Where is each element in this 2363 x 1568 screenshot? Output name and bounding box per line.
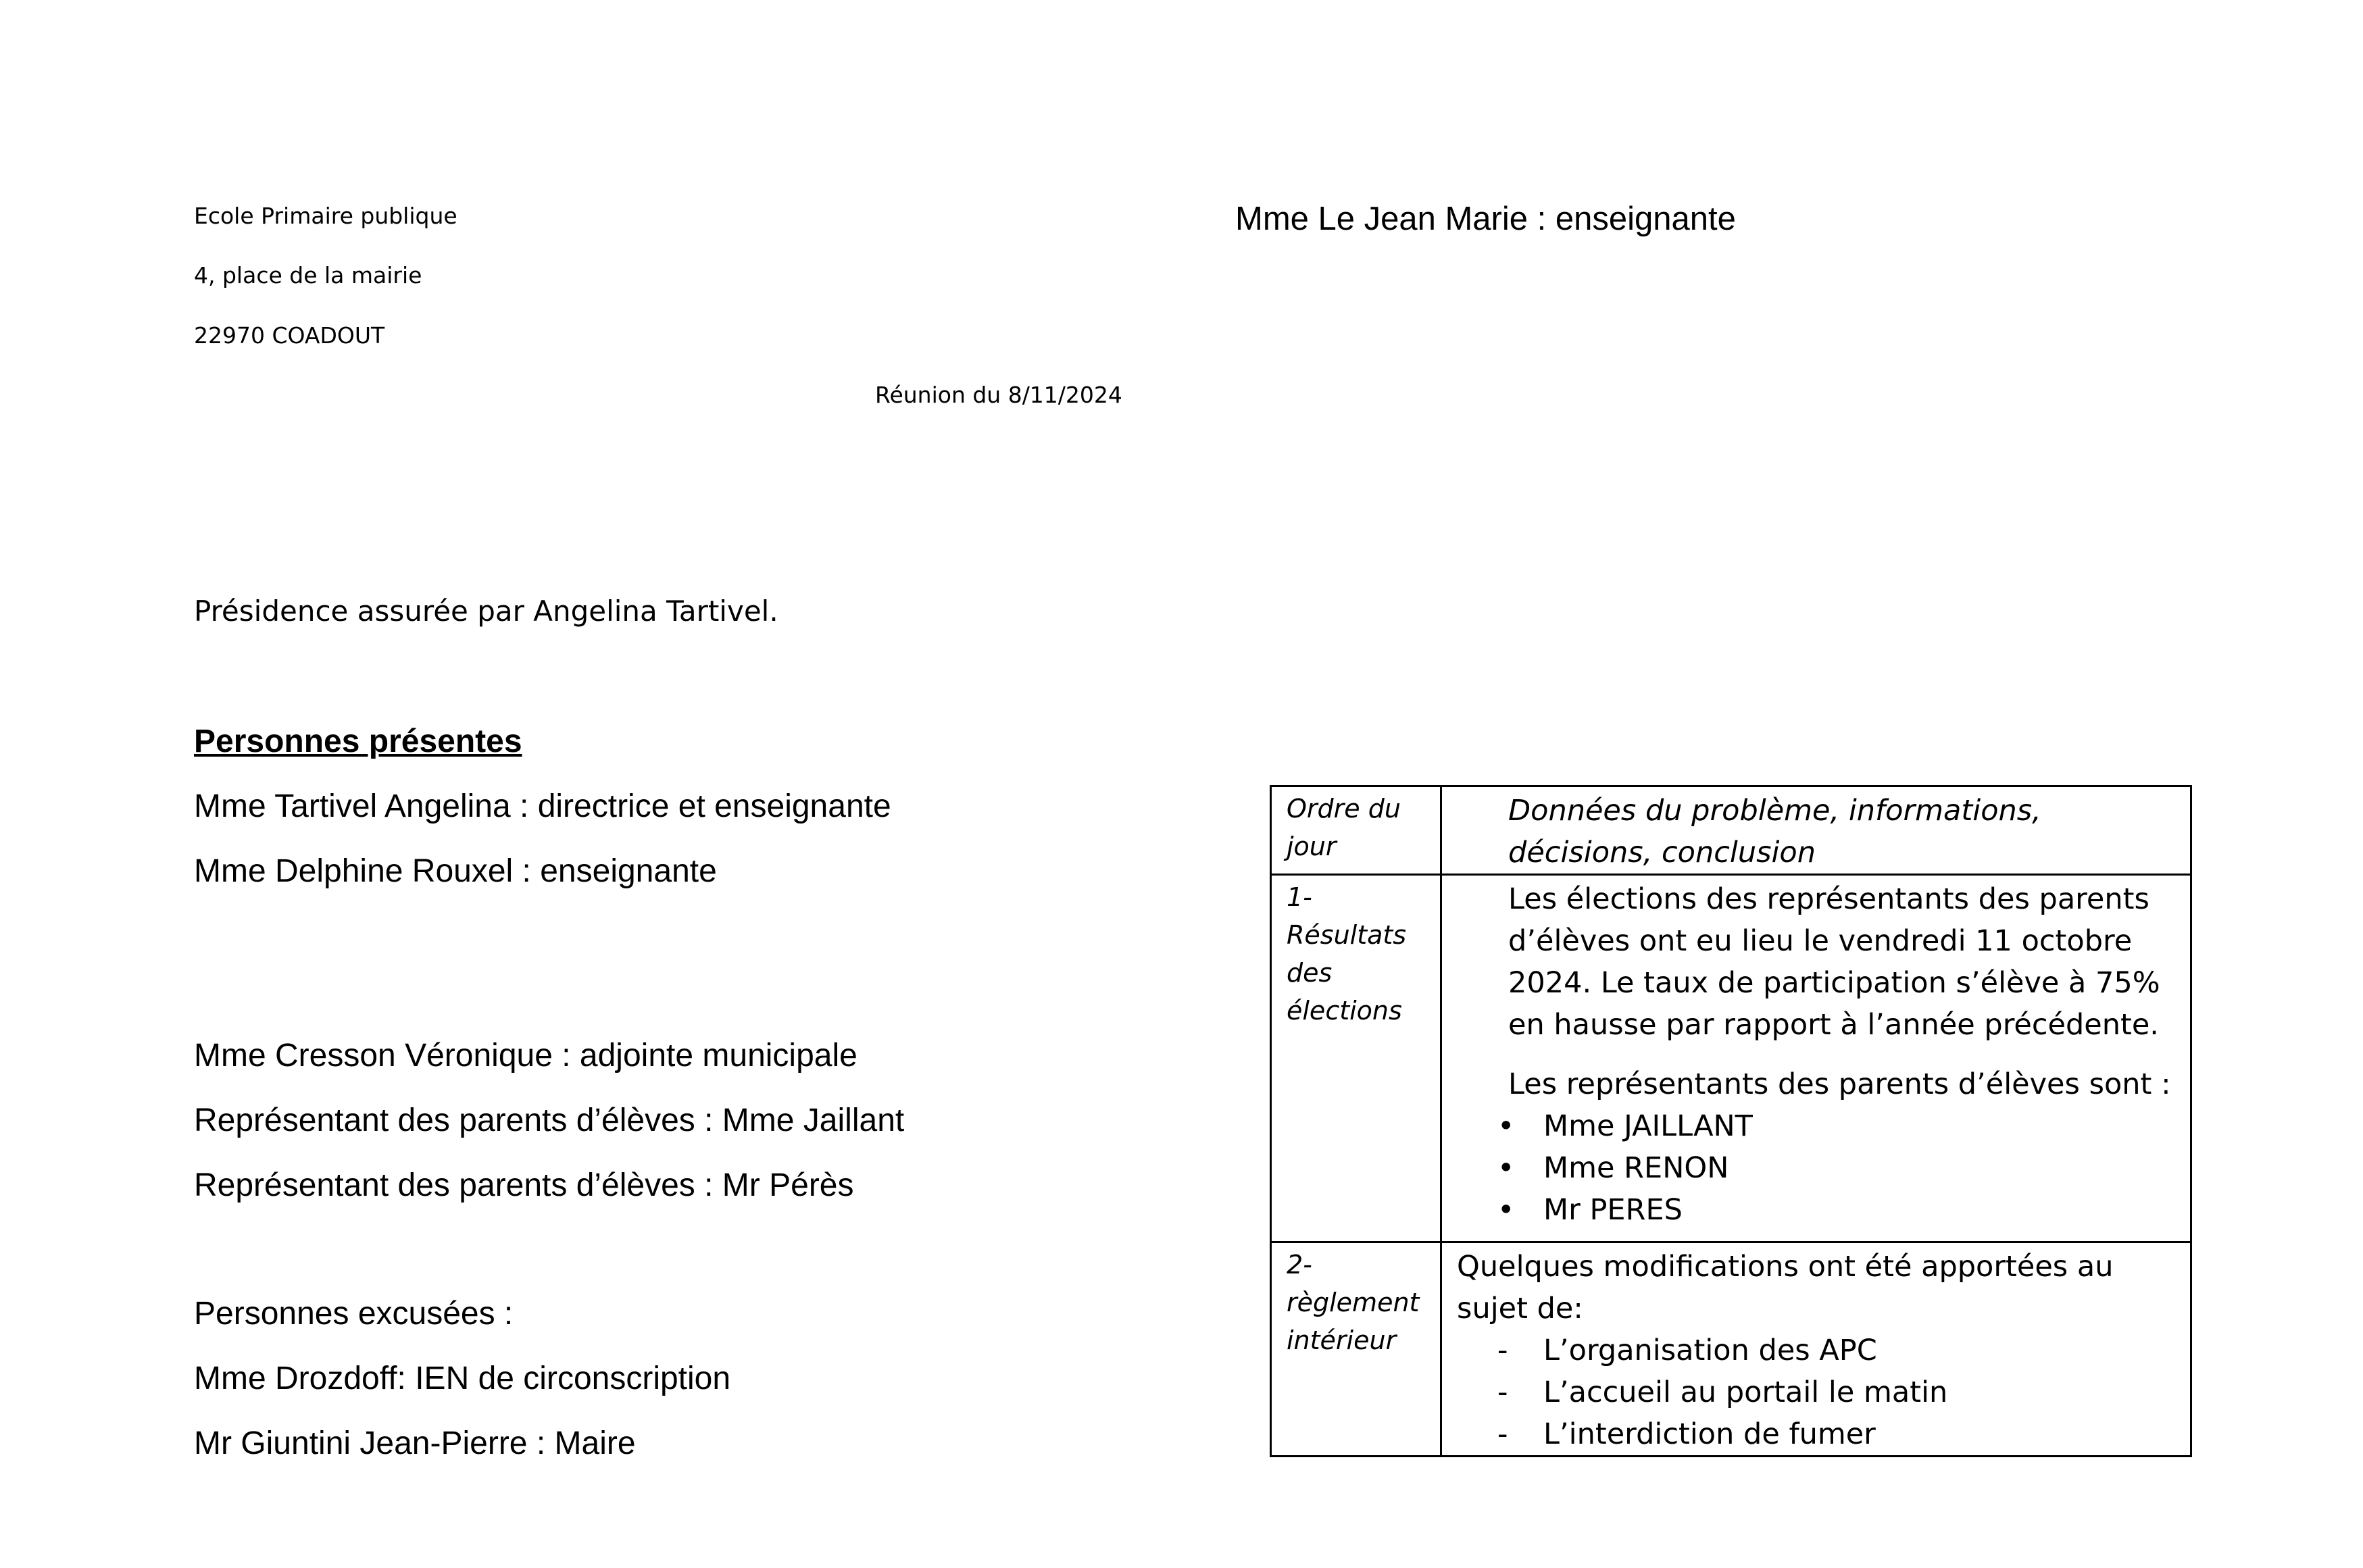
present-person: Mme Tartivel Angelina : directrice et enseignante bbox=[194, 788, 891, 824]
present-person: Représentant des parents d’élèves : Mme Jaillant bbox=[194, 1103, 905, 1138]
header-agenda-cell: Ordre du jour bbox=[1271, 786, 1441, 875]
bullet-icon: • bbox=[1497, 1151, 1515, 1185]
excused-person: Mme Drozdoff: IEN de circonscription bbox=[194, 1361, 731, 1396]
school-name: Ecole Primaire publique bbox=[194, 203, 457, 229]
list-item: - L’organisation des APC bbox=[1442, 1330, 2177, 1371]
topic-elections: 1-Résultats des élections bbox=[1271, 875, 1441, 1242]
bullet-icon: • bbox=[1497, 1109, 1515, 1143]
excused-person: Mr Giuntini Jean-Pierre : Maire bbox=[194, 1425, 636, 1461]
table-row bbox=[1271, 875, 2191, 1242]
present-person: Mme Delphine Rouxel : enseignante bbox=[194, 853, 717, 889]
details-elections bbox=[1441, 875, 2191, 1242]
dash-icon: - bbox=[1497, 1417, 1508, 1451]
reglement-intro: Quelques modifications ont été apportées au sujet de: bbox=[1457, 1250, 2114, 1325]
representatives-intro: Les représentants des parents d’élèves sont : bbox=[1508, 1067, 2171, 1101]
teacher-le-jean: Mme Le Jean Marie : enseignante bbox=[1235, 201, 1736, 237]
list-item: • Mme RENON bbox=[1442, 1147, 2177, 1189]
table-row bbox=[1271, 1242, 2191, 1457]
present-heading: Personnes présentes bbox=[194, 724, 522, 759]
header-details-cell: Données du problème, informations, décisions, conclusion bbox=[1441, 786, 2191, 875]
agenda-table bbox=[1270, 785, 2192, 1457]
list-item: • Mr PERES bbox=[1442, 1189, 2177, 1231]
excused-heading: Personnes excusées : bbox=[194, 1296, 514, 1332]
meeting-date: Réunion du 8/11/2024 bbox=[875, 382, 1122, 408]
dash-icon: - bbox=[1497, 1375, 1508, 1409]
modifications-list bbox=[1442, 1330, 2177, 1455]
table-header-row bbox=[1271, 786, 2191, 875]
details-reglement bbox=[1441, 1242, 2191, 1457]
topic-reglement: 2- règlement intérieur bbox=[1271, 1242, 1441, 1457]
representatives-list bbox=[1442, 1105, 2177, 1231]
school-postcode-city: 22970 COADOUT bbox=[194, 322, 385, 349]
list-item: • Mme JAILLANT bbox=[1442, 1105, 2177, 1147]
present-person: Représentant des parents d’élèves : Mr Pérès bbox=[194, 1167, 854, 1203]
list-item: - L’interdiction de fumer bbox=[1442, 1413, 2177, 1455]
dash-icon: - bbox=[1497, 1334, 1508, 1367]
school-address: 4, place de la mairie bbox=[194, 262, 422, 288]
presidence-line: Présidence assurée par Angelina Tartivel. bbox=[194, 595, 778, 628]
list-item: - L’accueil au portail le matin bbox=[1442, 1371, 2177, 1413]
elections-paragraph: Les élections des représentants des parents d’élèves ont eu lieu le vendredi 11 octobre 2024. Le taux de participation s’élève à 75% en hausse par rapport à l’année précédente. bbox=[1508, 882, 2160, 1042]
present-person: Mme Cresson Véronique : adjointe municipale bbox=[194, 1038, 857, 1073]
bullet-icon: • bbox=[1497, 1193, 1515, 1227]
